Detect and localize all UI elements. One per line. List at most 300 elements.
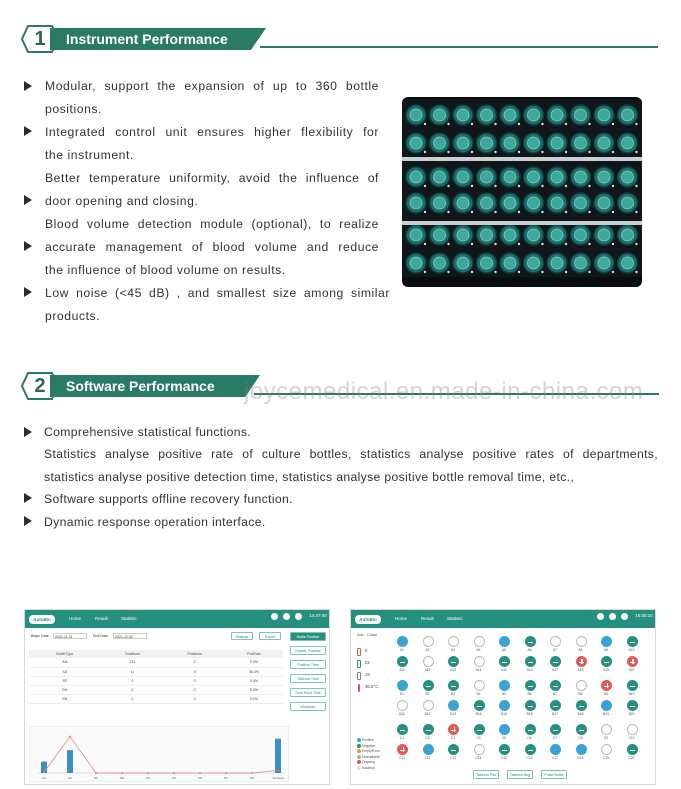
bottle-well[interactable]	[474, 656, 485, 667]
status-led	[635, 151, 637, 153]
bottle-well[interactable]	[601, 680, 612, 691]
bottle-cap-inner	[622, 229, 634, 241]
bottle-cap-inner	[481, 109, 493, 121]
bullet-text: the influence of blood volume on results.	[45, 263, 286, 277]
bottle-cap-inner	[622, 171, 634, 183]
status-led	[612, 185, 614, 187]
legend-item	[357, 766, 375, 770]
status-led	[494, 123, 496, 125]
table-cell: 0	[100, 694, 164, 703]
bottle-cap-inner	[504, 257, 516, 269]
legend-item	[357, 749, 380, 753]
bullet-text: Statistics analyse positive rate of culture bottles, statistics analyse positive rates of departments,	[44, 447, 658, 461]
bottle-well[interactable]	[550, 656, 561, 667]
status-led	[424, 271, 426, 273]
nav-home[interactable]: Home	[69, 616, 82, 621]
chart-point	[251, 772, 253, 774]
nav-statistic[interactable]: Statistic	[121, 616, 137, 621]
well-label: C4	[476, 736, 481, 740]
status-led	[565, 151, 567, 153]
bottle-well[interactable]	[601, 636, 612, 647]
well-label: B14	[475, 712, 482, 716]
bullet-arrow-icon	[24, 81, 32, 91]
well-label: A7	[552, 648, 558, 652]
table-cell: 0	[164, 676, 225, 685]
legend-item	[357, 760, 375, 764]
table-cell: DH	[29, 685, 100, 694]
table-cell: 0	[164, 694, 225, 703]
bottle-well[interactable]	[627, 700, 638, 711]
status-led	[471, 123, 473, 125]
nav-result[interactable]: Result	[421, 616, 434, 621]
well-label: C8	[578, 736, 583, 740]
bottle-well[interactable]	[499, 700, 510, 711]
bullet-text: Low noise (<45 dB) , and smallest size among similar	[45, 286, 390, 300]
begin-date-label: Begin Date	[31, 634, 49, 638]
legend-dot-icon	[357, 760, 361, 764]
thermometer-icon	[358, 684, 360, 692]
bottle-well[interactable]	[448, 656, 459, 667]
chart-tick-label: SN	[145, 776, 151, 780]
chart-point	[43, 771, 45, 773]
status-led	[471, 185, 473, 187]
bottle-cap-inner	[622, 137, 634, 149]
well-label: B15	[501, 712, 507, 716]
status-led	[635, 271, 637, 273]
status-led	[612, 211, 614, 213]
bottle-cap-inner	[504, 229, 516, 241]
bottle-cap-inner	[410, 171, 422, 183]
bullet-text: the instrument.	[45, 148, 134, 162]
gauge-value: 5	[365, 648, 368, 653]
status-led	[518, 123, 520, 125]
status-led	[447, 243, 449, 245]
chart-point	[69, 736, 71, 738]
bottle-well[interactable]	[474, 700, 485, 711]
table-cell: 36.4%	[225, 667, 283, 676]
status-led	[424, 243, 426, 245]
gauge-value: 15	[365, 672, 370, 677]
bottle-well[interactable]	[474, 744, 485, 755]
legend-dot-icon	[357, 755, 361, 759]
bottle-cap-inner	[434, 109, 446, 121]
bottle-well[interactable]	[525, 700, 536, 711]
bottle-tray-photo	[402, 97, 642, 287]
bottle-well[interactable]	[448, 680, 459, 691]
well-label: C1	[399, 736, 405, 740]
bottle-well[interactable]	[448, 724, 459, 735]
legend-item	[357, 755, 380, 759]
status-led	[447, 185, 449, 187]
status-led	[424, 151, 426, 153]
well-label: B10	[628, 692, 635, 696]
chart-tick-label: PA	[172, 776, 176, 780]
legend-dot-icon	[357, 738, 361, 742]
nav-result[interactable]: Result	[95, 616, 108, 621]
bottle-cap-inner	[434, 229, 446, 241]
bottle-well[interactable]	[601, 656, 612, 667]
status-led	[565, 123, 567, 125]
well-label: B6	[527, 692, 532, 696]
bottle-well[interactable]	[499, 724, 510, 735]
well-label: B17	[552, 712, 558, 716]
status-led	[541, 123, 543, 125]
table-row[interactable]	[29, 676, 283, 685]
well-label: B11	[399, 712, 405, 716]
bottle-well[interactable]	[397, 636, 408, 647]
well-label: C3	[450, 736, 456, 740]
status-led	[494, 271, 496, 273]
bottle-well[interactable]	[397, 656, 408, 667]
bottle-cap-inner	[457, 229, 469, 241]
end-date-label: End Date	[93, 634, 108, 638]
well-label: A16	[526, 668, 533, 672]
bullet-arrow-icon	[24, 241, 32, 251]
log-icon[interactable]	[283, 613, 290, 620]
bottle-well[interactable]	[576, 656, 587, 667]
bottle-well[interactable]	[525, 744, 536, 755]
status-led	[612, 243, 614, 245]
bottle-cap-inner	[434, 197, 446, 209]
power-icon[interactable]	[271, 613, 278, 620]
status-led	[635, 243, 637, 245]
well-label: B7	[552, 692, 558, 696]
bottle-cap-inner	[528, 171, 540, 183]
bottle-cap-inner	[575, 257, 587, 269]
legend-label: Empty/Error	[362, 749, 381, 753]
chart-bar	[275, 739, 281, 773]
takeout-neg-button[interactable]: Takeout Neg	[507, 770, 533, 779]
well-label: B1	[399, 692, 405, 696]
status-led	[518, 185, 520, 187]
bottle-well[interactable]	[397, 744, 408, 755]
bottle-well[interactable]	[448, 636, 459, 647]
bottle-cap-inner	[551, 257, 563, 269]
well-label: B5	[501, 692, 507, 696]
well-label: B8	[578, 692, 583, 696]
bottle-well[interactable]	[627, 680, 638, 691]
status-led	[541, 185, 543, 187]
bottle-well[interactable]	[525, 680, 536, 691]
bottle-cap-inner	[481, 229, 493, 241]
column-header: Positives	[164, 650, 225, 658]
chart-tick-label: DH	[119, 776, 125, 780]
well-label: C10	[628, 736, 635, 740]
well-label: C6	[527, 736, 532, 740]
bottle-icon	[357, 672, 361, 680]
bottle-well[interactable]	[550, 700, 561, 711]
app-header-bar	[25, 610, 329, 628]
bottle-well[interactable]	[448, 700, 459, 711]
table-cell: 0.0%	[225, 685, 283, 694]
home-screenshot	[350, 609, 656, 785]
bottle-well[interactable]	[550, 724, 561, 735]
status-led	[588, 151, 590, 153]
column-header: BottleType	[29, 650, 100, 658]
takeout-time-button[interactable]: Takeout Time	[290, 674, 326, 683]
bottle-well[interactable]	[601, 724, 612, 735]
bottle-well[interactable]	[499, 680, 510, 691]
status-led	[471, 151, 473, 153]
well-label: C9	[603, 736, 609, 740]
bottle-well[interactable]	[423, 744, 434, 755]
status-led	[635, 185, 637, 187]
bottle-cap-inner	[434, 257, 446, 269]
well-label: A1	[399, 648, 405, 652]
well-label: C13	[449, 756, 457, 760]
bottle-cap-inner	[457, 109, 469, 121]
workload-button[interactable]: Workload	[290, 702, 326, 711]
bottle-cap-inner	[575, 197, 587, 209]
chart-tick-label: PD	[249, 776, 255, 780]
chart-tick-label: PB	[197, 776, 203, 780]
positive-time-button[interactable]: Positive Time	[290, 660, 326, 669]
pulse-bottle-button[interactable]: Pulse Bottle	[541, 770, 567, 779]
bottle-cap-inner	[528, 257, 540, 269]
nav-statistic[interactable]: Statistic	[447, 616, 463, 621]
chart-tick-label: Subtotal	[272, 776, 284, 780]
statistics-screenshot	[24, 609, 330, 785]
well-label: C15	[500, 756, 508, 760]
panel-title: Inst - Close	[357, 632, 378, 637]
bottle-well[interactable]	[576, 744, 587, 755]
table-cell: SN	[29, 694, 100, 703]
well-label: A9	[603, 648, 609, 652]
sent-point-time-button[interactable]: Sent Point Time	[290, 688, 326, 697]
status-led	[612, 151, 614, 153]
status-led	[565, 271, 567, 273]
status-led	[565, 243, 567, 245]
table-header	[29, 650, 283, 658]
well-label: C12	[424, 756, 431, 760]
bottle-well[interactable]	[423, 680, 434, 691]
bottle-cap-inner	[481, 137, 493, 149]
bottle-well[interactable]	[627, 656, 638, 667]
bullet-text: Software supports offline recovery function.	[44, 492, 293, 506]
well-label: A12	[424, 668, 431, 672]
bottle-cap-inner	[457, 257, 469, 269]
well-label: C11	[399, 756, 405, 760]
well-label: A4	[476, 648, 481, 652]
legend-label: Positive	[362, 738, 374, 742]
status-led	[588, 211, 590, 213]
tray-divider	[402, 157, 642, 161]
well-label: A15	[501, 668, 507, 672]
bottle-well[interactable]	[627, 744, 638, 755]
status-led	[588, 271, 590, 273]
chart-tick-label: AN	[41, 776, 47, 780]
bullet-arrow-icon	[24, 126, 32, 136]
well-label: C7	[552, 736, 558, 740]
bottle-well[interactable]	[397, 680, 408, 691]
bottle-well[interactable]	[499, 636, 510, 647]
bottle-positive-button[interactable]: Bottle Positive	[290, 632, 326, 641]
bottle-cap-inner	[598, 229, 610, 241]
begin-date-input[interactable]: 2021-11-01	[53, 633, 87, 639]
section-title: Instrument Performance	[66, 31, 228, 47]
section-title: Software Performance	[66, 378, 215, 394]
well-label: A13	[450, 668, 456, 672]
table-cell: SF	[29, 676, 100, 685]
depart-positive-button[interactable]: Depart. Positive	[290, 646, 326, 655]
bottle-cap-inner	[528, 229, 540, 241]
well-label: A3	[450, 648, 456, 652]
bottle-well[interactable]	[576, 680, 587, 691]
status-led	[588, 185, 590, 187]
bottle-well[interactable]	[474, 680, 485, 691]
bottle-cap-inner	[598, 257, 610, 269]
bottle-well[interactable]	[423, 656, 434, 667]
bottle-well[interactable]	[525, 724, 536, 735]
bottle-well[interactable]	[397, 724, 408, 735]
status-led	[635, 211, 637, 213]
bullet-arrow-icon	[24, 287, 32, 297]
legend-item	[357, 738, 374, 742]
bullet-text: Dynamic response operation interface.	[44, 515, 266, 529]
bottle-well[interactable]	[601, 700, 612, 711]
brand-logo: AutoBio	[355, 615, 381, 624]
table-row[interactable]	[29, 667, 283, 676]
bottle-well-grid	[393, 636, 641, 760]
table-cell: 4	[164, 667, 225, 676]
bottle-well[interactable]	[474, 636, 485, 647]
bottle-well[interactable]	[423, 724, 434, 735]
bottle-icon	[357, 660, 361, 668]
log-icon[interactable]	[609, 613, 616, 620]
bottle-well[interactable]	[627, 724, 638, 735]
table-row[interactable]	[29, 685, 283, 694]
chart-tick-label: SA	[67, 776, 73, 780]
legend-label: Unavailable	[362, 754, 380, 759]
clock-time: 15:05:16	[635, 613, 653, 618]
section-number: 1	[34, 28, 46, 50]
bottle-cap-inner	[457, 197, 469, 209]
bottle-cap-inner	[434, 137, 446, 149]
status-led	[471, 211, 473, 213]
bottle-tray-illustration	[402, 97, 642, 287]
status-led	[612, 271, 614, 273]
well-label: A10	[628, 648, 635, 652]
table-cell: 11	[100, 667, 164, 676]
chart-bar	[67, 750, 73, 773]
well-label: A19	[603, 668, 609, 672]
nav-home[interactable]: Home	[395, 616, 408, 621]
column-header: PosRate	[225, 650, 283, 658]
well-label: A17	[552, 668, 558, 672]
status-led	[424, 211, 426, 213]
user-icon[interactable]	[621, 613, 628, 620]
bottle-well[interactable]	[627, 636, 638, 647]
status-led	[518, 211, 520, 213]
bottle-well[interactable]	[576, 724, 587, 735]
well-label: C17	[551, 756, 559, 760]
bottle-well[interactable]	[550, 636, 561, 647]
table-row[interactable]	[29, 658, 283, 667]
well-label: B13	[450, 712, 456, 716]
user-icon[interactable]	[295, 613, 302, 620]
bottle-well[interactable]	[423, 636, 434, 647]
status-led	[541, 243, 543, 245]
table-cell: 0.0%	[225, 694, 283, 703]
statistic-button[interactable]: Statistic	[231, 632, 253, 640]
power-icon[interactable]	[597, 613, 604, 620]
status-led	[471, 271, 473, 273]
statistics-table	[29, 650, 283, 704]
status-led	[494, 151, 496, 153]
bottle-cap-inner	[551, 197, 563, 209]
bottle-cap-inner	[528, 109, 540, 121]
well-label: B20	[628, 712, 635, 716]
bottle-well[interactable]	[601, 744, 612, 755]
bottle-cap-inner	[598, 137, 610, 149]
chart-tick-label: PC	[223, 776, 229, 780]
export-button[interactable]: Export	[259, 632, 281, 640]
bottle-well[interactable]	[423, 700, 434, 711]
status-led	[494, 185, 496, 187]
takeout-pos-button[interactable]: Takeout Pos	[473, 770, 499, 779]
bottle-well[interactable]	[448, 744, 459, 755]
well-label: C18	[577, 756, 584, 760]
chart-tick-label: SF	[94, 776, 98, 780]
status-led	[541, 271, 543, 273]
well-label: B19	[603, 712, 609, 716]
well-label: C14	[475, 756, 482, 760]
chart-point	[225, 772, 227, 774]
bottle-well[interactable]	[499, 656, 510, 667]
chart-point	[147, 772, 149, 774]
end-date-input[interactable]: 2021-12-02	[113, 633, 147, 639]
bottle-cap-inner	[598, 171, 610, 183]
well-label: A2	[425, 648, 430, 652]
section-number: 2	[34, 375, 46, 397]
well-label: C2	[425, 736, 430, 740]
bottle-cap-inner	[410, 229, 422, 241]
bottle-well[interactable]	[576, 636, 587, 647]
legend-item	[357, 744, 375, 748]
status-led	[447, 211, 449, 213]
status-led	[494, 211, 496, 213]
status-led	[518, 271, 520, 273]
chart-point	[173, 772, 175, 774]
bottle-well[interactable]	[550, 680, 561, 691]
bottle-well[interactable]	[550, 744, 561, 755]
bottle-cap-inner	[504, 137, 516, 149]
bottle-well[interactable]	[576, 700, 587, 711]
bottle-cap-inner	[504, 109, 516, 121]
bullet-text: Blood volume detection module (optional), to realize	[45, 217, 379, 231]
chart-point	[199, 772, 201, 774]
table-cell: SA	[29, 667, 100, 676]
bottle-well[interactable]	[474, 724, 485, 735]
bottle-cap-inner	[481, 197, 493, 209]
table-row[interactable]	[29, 694, 283, 703]
legend-label: Negative	[362, 743, 376, 748]
status-led	[424, 185, 426, 187]
bottle-cap-inner	[410, 137, 422, 149]
chart-point	[95, 772, 97, 774]
well-label: A20	[628, 668, 635, 672]
bottle-well[interactable]	[499, 744, 510, 755]
bottle-well[interactable]	[525, 656, 536, 667]
statistics-chart-area	[29, 726, 289, 782]
bottle-cap-inner	[575, 137, 587, 149]
status-led	[588, 123, 590, 125]
bullet-text: products.	[45, 309, 101, 323]
bottle-well[interactable]	[525, 636, 536, 647]
bullet-text: door opening and closing.	[45, 194, 199, 208]
table-cell: 0	[164, 685, 225, 694]
bottle-well[interactable]	[397, 700, 408, 711]
